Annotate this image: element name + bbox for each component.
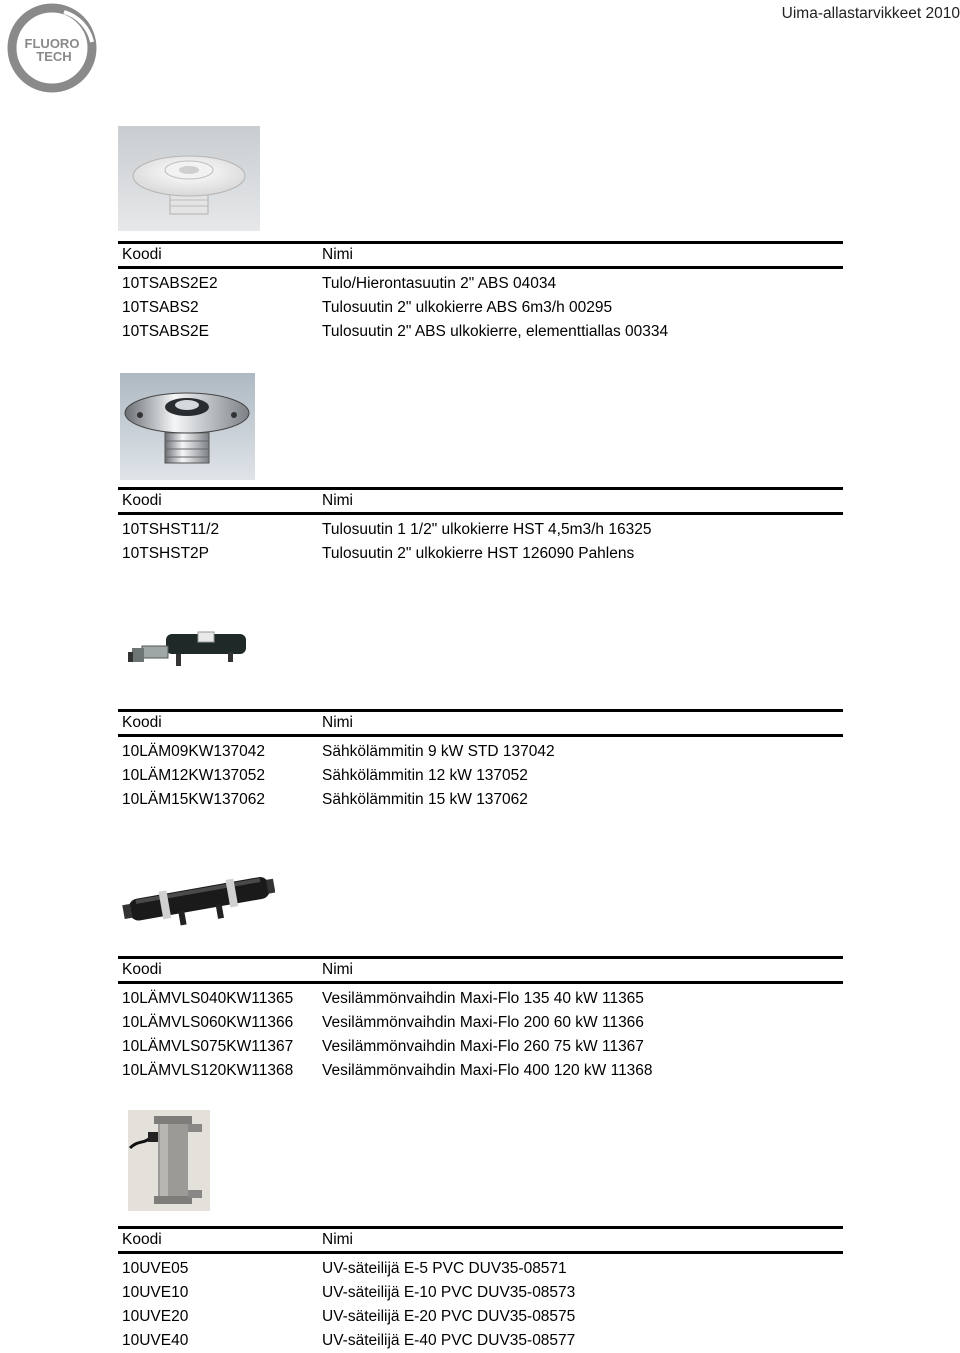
product-name: Tulosuutin 2" ABS ulkokierre, elementtiallas 00334 (322, 323, 669, 340)
product-code: 10TSABS2E2 (122, 275, 218, 292)
logo-text-line1: FLUORO (24, 36, 80, 51)
product-name: Tulo/Hierontasuutin 2" ABS 04034 (322, 275, 557, 292)
product-name: UV-säteilijä E-10 PVC DUV35-08573 (322, 1284, 576, 1301)
product-code: 10TSHST2P (122, 545, 210, 562)
table-row (118, 1281, 843, 1305)
product-code: 10TSABS2 (122, 299, 199, 316)
product-table-3 (118, 709, 843, 812)
product-code: 10LÄMVLS040KW11365 (122, 990, 294, 1007)
product-name: Sähkölämmitin 15 kW 137062 (322, 791, 528, 808)
product-name: UV-säteilijä E-5 PVC DUV35-08571 (322, 1260, 567, 1277)
product-code: 10LÄMVLS120KW11368 (122, 1062, 294, 1079)
product-name: Tulosuutin 1 1/2" ulkokierre HST 4,5m3/h 16325 (322, 521, 652, 538)
product-code: 10LÄM09KW137042 (122, 743, 266, 760)
table-row (118, 1305, 843, 1329)
table-row (118, 987, 843, 1011)
product-name: Vesilämmönvaihdin Maxi-Flo 400 120 kW 11368 (322, 1062, 653, 1079)
product-code: 10LÄMVLS060KW11366 (122, 1014, 294, 1031)
column-header-name: Nimi (322, 714, 353, 731)
product-table-2 (118, 487, 843, 566)
logo-text-line2: TECH (36, 49, 72, 64)
product-name: Sähkölämmitin 12 kW 137052 (322, 767, 528, 784)
table-row (118, 1059, 843, 1083)
table-row (118, 1011, 843, 1035)
product-code: 10LÄM15KW137062 (122, 791, 266, 808)
table-row (118, 1035, 843, 1059)
electric-heater-photo (128, 622, 250, 674)
product-code: 10TSHST11/2 (122, 521, 220, 538)
table-row (118, 320, 843, 344)
fluorotech-logo (2, 2, 102, 94)
table-header (118, 1229, 843, 1251)
table-row (118, 764, 843, 788)
product-code: 10TSABS2E (122, 323, 210, 340)
table-row (118, 740, 843, 764)
table-header (118, 490, 843, 512)
table-row (118, 518, 843, 542)
product-name: Vesilämmönvaihdin Maxi-Flo 200 60 kW 11366 (322, 1014, 644, 1031)
column-header-name: Nimi (322, 246, 353, 263)
column-header-code: Koodi (122, 714, 162, 731)
uv-clarifier-photo (128, 1110, 210, 1211)
column-header-code: Koodi (122, 246, 162, 263)
steel-nozzle-photo (120, 373, 255, 480)
document-title: Uima-allastarvikkeet 2010 (781, 5, 960, 22)
product-name: UV-säteilijä E-20 PVC DUV35-08575 (322, 1308, 576, 1325)
product-code: 10UVE20 (122, 1308, 189, 1325)
column-header-code: Koodi (122, 492, 162, 509)
product-code: 10UVE40 (122, 1332, 189, 1349)
column-header-code: Koodi (122, 961, 162, 978)
table-row (118, 272, 843, 296)
product-code: 10LÄMVLS075KW11367 (122, 1038, 294, 1055)
product-table-1 (118, 241, 843, 344)
product-code: 10UVE05 (122, 1260, 189, 1277)
product-table-5 (118, 1226, 843, 1353)
product-name: Vesilämmönvaihdin Maxi-Flo 135 40 kW 11365 (322, 990, 644, 1007)
table-row (118, 542, 843, 566)
table-header (118, 244, 843, 266)
table-row (118, 1329, 843, 1353)
column-header-name: Nimi (322, 492, 353, 509)
table-header (118, 959, 843, 981)
product-name: Sähkölämmitin 9 kW STD 137042 (322, 743, 555, 760)
product-code: 10UVE10 (122, 1284, 189, 1301)
product-name: Vesilämmönvaihdin Maxi-Flo 260 75 kW 11367 (322, 1038, 644, 1055)
product-code: 10LÄM12KW137052 (122, 767, 266, 784)
table-row (118, 296, 843, 320)
product-name: UV-säteilijä E-40 PVC DUV35-08577 (322, 1332, 576, 1349)
product-table-4 (118, 956, 843, 1083)
product-name: Tulosuutin 2" ulkokierre HST 126090 Pahlens (322, 545, 635, 562)
table-row (118, 788, 843, 812)
white-abs-nozzle-photo (118, 126, 260, 231)
column-header-name: Nimi (322, 1231, 353, 1248)
product-name: Tulosuutin 2" ulkokierre ABS 6m3/h 00295 (322, 299, 613, 316)
column-header-code: Koodi (122, 1231, 162, 1248)
table-header (118, 712, 843, 734)
heat-exchanger-photo (122, 864, 275, 930)
table-row (118, 1257, 843, 1281)
column-header-name: Nimi (322, 961, 353, 978)
